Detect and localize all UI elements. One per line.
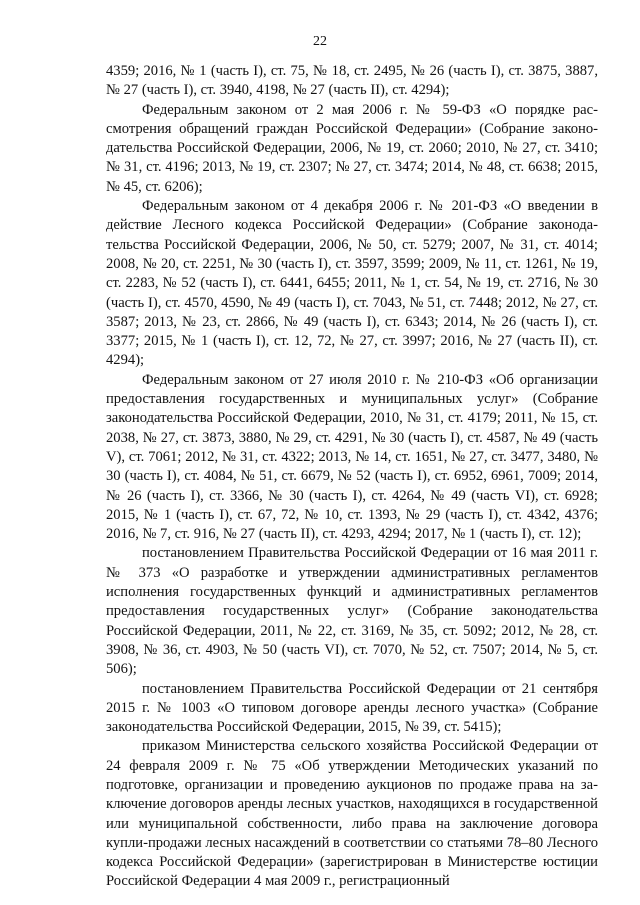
paragraph-continuation: 4359; 2016, № 1 (часть I), ст. 75, № 18, ст. 2495, № 26 (часть I), ст. 3875, 3887, № 27 (часть I), ст. 3940, 4198, № 27 (часть II), ст. 4294); [106,63,598,99]
paragraph-resolution-1003: постановлением Правительства Российской Федерации от 21 сентября 2015 г. № 1003 «О типовом договоре аренды лесного участка» (Собрание законодательства Российской Федерации, 2015, № 39, ст. 5415); [106,680,598,736]
page-number: 22 [313,34,327,49]
paragraph-resolution-373: постановлением Правительства Российской Федерации от 16 мая 2011 г. № 373 «О разработке и утверждении административных регламентов исполнения государственных функций и административных регламентов предоставления государственных услуг» (Собрание законодательства Российской Федерации, 2011, № 22, ст. 3169, № 35, ст. 5092; 2012, № 28, ст. 3908, № 36, ст. 4903, № 50 (часть VI), ст. 7070, № 52, ст. 7507; 2014, № 5, ст. 506); [106,545,598,678]
paragraph-law-210-fz: Федеральным законом от 27 июля 2010 г. № 210-ФЗ «Об организации предоставления государственных и муниципальных услуг» (Собрание законодательства Российской Федерации, 2010, № 31, ст. 4179; 2011, № 15, ст. 2038, № 27, ст. 3873, 3880, № 29, ст. 4291, № 30 (часть I), ст. 4587, № 49 (часть V), ст. 7061; 2012, № 31, ст. 4322; 2013, № 14, ст. 1651, № 27, ст. 3477, 3480, № 30 (часть I), ст. 4084, № 51, ст. 6679, № 52 (часть I), ст. 6952, 6961, 7009; 2014, № 26 (часть I), ст. 3366, № 30 (часть I), ст. 4264, № 49 (часть VI), ст. 6928; 2015, № 1 (часть I), ст. 67, 72, № 10, ст. 1393, № 29 (часть I), ст. 4342, 4376; 2016, № 7, ст. 916, № 27 (часть II), ст. 4293, 4294; 2017, № 1 (часть I), ст. 12); [106,371,598,543]
document-body [106,62,598,892]
paragraph-law-59-fz: Федеральным законом от 2 мая 2006 г. № 59-ФЗ «О порядке рассмотрения обращений граждан Российской Федерации» (Собрание законодательства Российской Федерации, 2006, № 19, ст. 2060; 2010, № 27, ст. 3410; № 31, ст. 4196; 2013, № 19, ст. 2307; № 27, ст. 3474; 2014, № 48, ст. 6638; 2015, № 45, ст. 6206); [106,101,598,195]
paragraph-order-75: приказом Министерства сельского хозяйства Российской Федерации от 24 февраля 2009 г. № 75 «Об утверждении Методических указаний по подготовке, организации и проведению аукционов по продаже права на заключение договоров аренды лесных участков, находящихся в государственной или муниципальной собственности, либо права на заключение договора купли-продажи лесных насаждений в соответствии со статьями 78–80 Лесного кодекса Российской Федерации» (зарегистрирован в Министерстве юстиции Российской Федерации 4 мая 2009 г., регистрационный [106,738,598,890]
paragraph-law-201-fz: Федеральным законом от 4 декабря 2006 г. № 201-ФЗ «О введении в действие Лесного кодекса Российской Федерации» (Собрание законодательства Российской Федерации, 2006, № 50, ст. 5279; 2007, № 31, ст. 4014; 2008, № 20, ст. 2251, № 30 (часть I), ст. 3597, 3599; 2009, № 11, ст. 1261, № 19, ст. 2283, № 52 (часть I), ст. 6441, 6455; 2011, № 1, ст. 54, № 19, ст. 2716, № 30 (часть I), ст. 4570, 4590, № 49 (часть I), ст. 7043, № 51, ст. 7448; 2012, № 27, ст. 3587; 2013, № 23, ст. 2866, № 49 (часть I), ст. 6343; 2014, № 26 (часть I), ст. 3377; 2015, № 1 (часть I), ст. 12, 72, № 27, ст. 3997; 2016, № 27 (часть II), ст. 4294); [106,198,598,369]
